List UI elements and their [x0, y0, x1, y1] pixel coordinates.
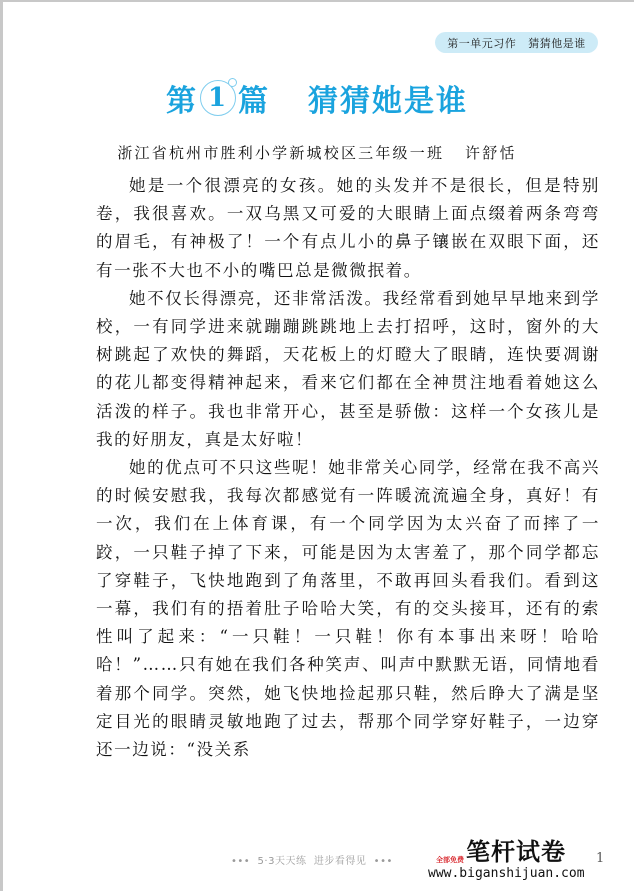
essay-paragraph: 她是一个很漂亮的女孩。她的头发并不是很长，但是特别卷，我很喜欢。一双乌黑又可爱的大眼睛上面点缀着两条弯弯的眉毛，有神极了！一个有点儿小的鼻子镶嵌在双眼下面，还有一张不大也不小的嘴巴总是微微抿着。 [96, 176, 600, 280]
title-prefix: 第 [166, 84, 198, 119]
essay-body [96, 172, 600, 764]
watermark [428, 832, 594, 888]
watermark-title: 笔杆试卷 [466, 838, 566, 866]
title-suffix: 篇 [238, 84, 270, 119]
page-border-top [0, 0, 634, 2]
title-text: 猜猜她是谁 [308, 84, 468, 119]
unit-tag: 第一单元习作 猜猜他是谁 [435, 32, 598, 53]
page-number: 1 [596, 851, 605, 866]
author-line: 浙江省杭州市胜利小学新城校区三年级一班 许舒恬 [117, 144, 517, 162]
chapter-number-badge: 1 [200, 80, 236, 116]
page-title [0, 76, 634, 120]
watermark-url: www.biganshijuan.com [428, 866, 585, 881]
watermark-badge: 全部免费 [436, 856, 464, 864]
essay-paragraph: 她的优点可不只这些呢！她非常关心同学，经常在我不高兴的时候安慰我，我每次都感觉有一阵暖流流遍全身，真好！有一次，我们在上体育课，有一个同学因为太兴奋了而摔了一跤，一只鞋子掉了下来，可能是因为太害羞了，那个同学都忘了穿鞋子，飞快地跑到了角落里，不敢再回头看我们。看到这一幕，我们有的捂着肚子哈哈大笑，有的交头接耳，还有的索性叫了起来：“一只鞋！一只鞋！你有本事出来呀！哈哈哈！”……只有她在我们各种笑声、叫声中默默无语，同情地看着那个同学。突然，她飞快地捡起那只鞋，然后睁大了满是坚定目光的眼睛灵敏地跑了过去，帮那个同学穿好鞋子，一边穿还一边说：“没关系 [96, 458, 600, 760]
footer-slogan: ••• 5·3天天练 进步看得见 ••• [231, 856, 393, 867]
essay-paragraph: 她不仅长得漂亮，还非常活泼。我经常看到她早早地来到学校，一有同学进来就蹦蹦跳跳地上去打招呼，这时，窗外的大树跳起了欢快的舞蹈，天花板上的灯瞪大了眼睛，连快要凋谢的花儿都变得精神起来，看来它们都在全神贯注地看着她这么活泼的样子。我也非常开心，甚至是骄傲：这样一个女孩儿是我的好朋友，真是太好啦！ [96, 288, 600, 449]
page-border-left [0, 0, 3, 891]
